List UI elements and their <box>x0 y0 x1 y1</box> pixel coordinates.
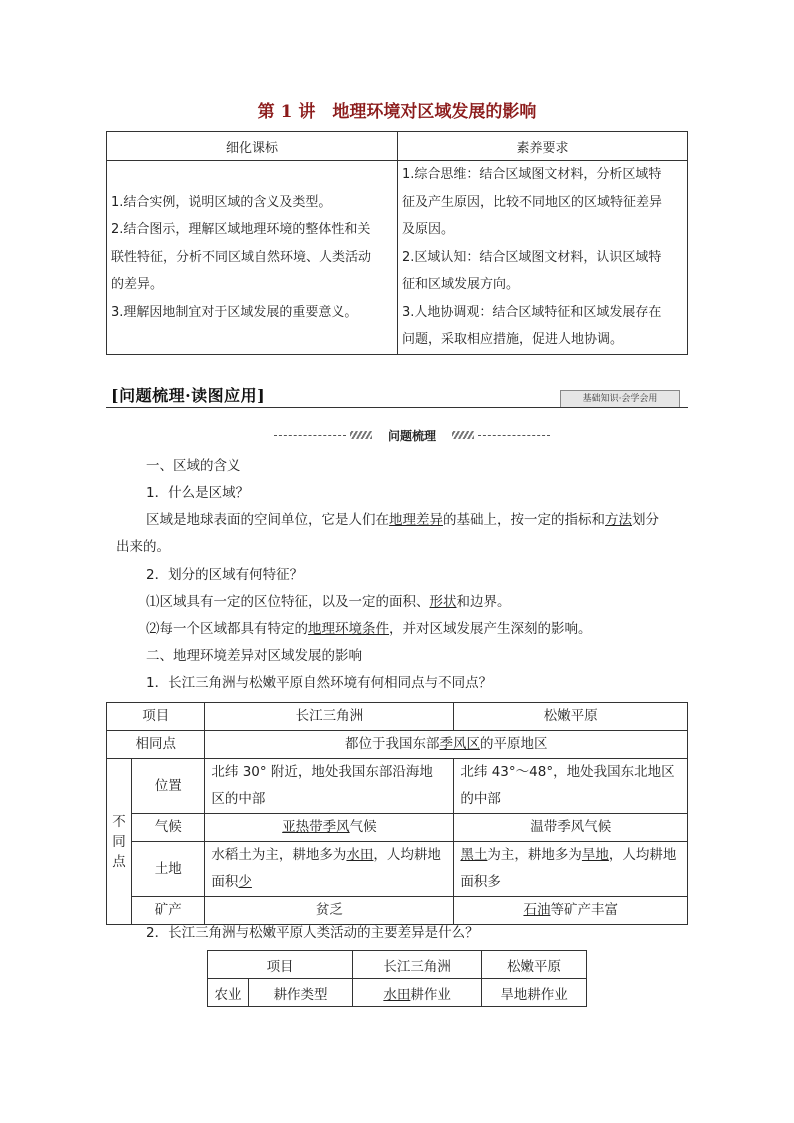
section-tag: 基础知识·会学会用 <box>560 390 680 408</box>
standards-table <box>106 131 688 355</box>
table-header-b: 松嫩平原 <box>454 703 688 731</box>
text: 北纬 43°～48°，地处我国东北地区 <box>460 764 675 780</box>
table2-header-a: 长江三角洲 <box>353 951 482 979</box>
table2-cell-a <box>353 979 482 1007</box>
divider-dashes <box>478 435 550 436</box>
underlined-answer: 黑土 <box>460 847 488 863</box>
standards-left-line: 的差异。 <box>111 277 164 292</box>
standards-left-cell <box>107 161 398 355</box>
underlined-answer: 亚热带季风 <box>282 819 350 835</box>
text: ⑴区域具有一定的区位特征，以及一定的面积、 <box>146 594 430 610</box>
divider-stripes <box>452 431 474 439</box>
standards-left-line: 联性特征，分析不同区域自然环境、人类活动 <box>111 249 372 265</box>
standards-right-cell <box>398 161 688 355</box>
cell-minerals-b <box>454 897 688 925</box>
standards-left-line: 3.理解因地制宜对于区域发展的重要意义。 <box>111 304 358 320</box>
text: ，并对区域发展产生深刻的影响。 <box>389 621 592 637</box>
underlined-answer: 季风区 <box>439 736 480 752</box>
table2-row-label-type: 耕作类型 <box>249 979 353 1007</box>
text: 水稻土为主，耕地多为 <box>211 847 347 863</box>
text: 和边界。 <box>456 594 511 610</box>
heading-1: 一、区域的含义 <box>146 458 241 474</box>
question-1: 1．什么是区域？ <box>146 485 250 501</box>
standards-right-line: 问题，采取相应措施，促进人地协调。 <box>402 332 624 347</box>
text: 为主，耕地多为 <box>487 847 582 863</box>
text: 的中部 <box>460 791 501 807</box>
list-item-2 <box>146 616 592 643</box>
text: 气候 <box>349 819 377 835</box>
cell-land-b <box>454 842 688 897</box>
standards-right-line: 征和区域发展方向。 <box>402 277 520 292</box>
text: ⑵每一个区域都具有特定的 <box>146 621 308 637</box>
list-item-1 <box>146 589 511 616</box>
section-divider <box>106 407 688 408</box>
underlined-answer: 地理环境条件 <box>308 621 389 637</box>
text: 区的中部 <box>211 791 266 807</box>
cell-position-a <box>205 759 454 814</box>
row-label-same: 相同点 <box>107 731 205 759</box>
underlined-answer: 水田 <box>346 847 374 863</box>
cell-climate-b: 温带季风气候 <box>454 814 688 842</box>
question-3: 1．长江三角洲与松嫩平原自然环境有何相同点与不同点？ <box>146 675 493 691</box>
text: 北纬 30° 附近，地处我国东部沿海地 <box>211 764 433 780</box>
row-label-climate: 气候 <box>132 814 205 842</box>
question-4: 2．长江三角洲与松嫩平原人类活动的主要差异是什么？ <box>146 925 479 941</box>
table2-row-label-agriculture: 农业 <box>208 979 249 1007</box>
standards-right-line: 2.区域认知：结合区域图文材料，认识区域特 <box>402 249 662 265</box>
standards-right-line: 及原因。 <box>402 222 455 237</box>
table2-cell-b: 旱地耕作业 <box>482 979 587 1007</box>
underlined-answer: 水田 <box>383 986 411 1003</box>
text: 划分 <box>632 512 659 528</box>
row-label-minerals: 矿产 <box>132 897 205 925</box>
cell-land-a <box>205 842 454 897</box>
text: 的基础上，按一定的指标和 <box>443 512 605 528</box>
text: 耕作业 <box>410 986 451 1003</box>
standards-col2-header: 素养要求 <box>398 132 688 161</box>
paragraph-1 <box>146 507 659 534</box>
text: 点 <box>112 853 126 870</box>
standards-left-line: 1.结合实例，说明区域的含义及类型。 <box>111 194 332 210</box>
paragraph-1-cont: 出来的。 <box>116 539 170 555</box>
divider-dashes <box>274 435 346 436</box>
text: ，人均耕地 <box>608 847 677 863</box>
underlined-answer: 方法 <box>605 512 632 528</box>
text: 等矿产丰富 <box>550 902 618 918</box>
text: 不 <box>112 813 126 830</box>
table-header-item: 项目 <box>107 703 205 731</box>
underlined-answer: 少 <box>238 874 252 890</box>
underlined-answer: 形状 <box>429 594 457 610</box>
standards-col1-header: 细化课标 <box>107 132 398 161</box>
row-label-land: 土地 <box>132 842 205 897</box>
row-label-diff <box>107 759 132 925</box>
cell-same <box>205 731 688 759</box>
text: 面积多 <box>460 874 501 890</box>
table-header-a: 长江三角洲 <box>205 703 454 731</box>
standards-right-line: 1.综合思维：结合区域图文材料，分析区域特 <box>402 167 662 182</box>
underlined-answer: 石油 <box>523 902 551 918</box>
text: ，人均耕地 <box>373 847 441 863</box>
text: 的平原地区 <box>479 736 548 752</box>
lesson-title: 第 1 讲 地理环境对区域发展的影响 <box>257 102 537 122</box>
text: 面积 <box>211 874 239 890</box>
question-2: 2．划分的区域有何特征？ <box>146 567 304 583</box>
comparison-table-environment <box>106 702 688 925</box>
text: 都位于我国东部 <box>344 736 440 752</box>
cell-climate-a <box>205 814 454 842</box>
comparison-table-activities <box>207 950 587 1007</box>
table2-header-item: 项目 <box>208 951 353 979</box>
subsection-label: 问题梳理 <box>387 429 436 443</box>
row-label-position: 位置 <box>132 759 205 814</box>
subsection-header <box>274 427 550 443</box>
cell-minerals-a: 贫乏 <box>205 897 454 925</box>
standards-left-line: 2.结合图示，理解区域地理环境的整体性和关 <box>111 222 371 237</box>
standards-right-line: 征及产生原因，比较不同地区的区域特征差异 <box>402 194 663 210</box>
cell-position-b <box>454 759 688 814</box>
table2-header-b: 松嫩平原 <box>482 951 587 979</box>
section-title: [问题梳理·读图应用] <box>111 386 266 405</box>
heading-2: 二、地理环境差异对区域发展的影响 <box>146 648 362 664</box>
divider-stripes <box>350 431 372 439</box>
standards-right-line: 3.人地协调观：结合区域特征和区域发展存在 <box>402 304 662 320</box>
underlined-answer: 旱地 <box>581 847 609 863</box>
text: 同 <box>112 833 126 850</box>
text: 区域是地球表面的空间单位，它是人们在 <box>146 512 389 528</box>
underlined-answer: 地理差异 <box>389 512 443 528</box>
